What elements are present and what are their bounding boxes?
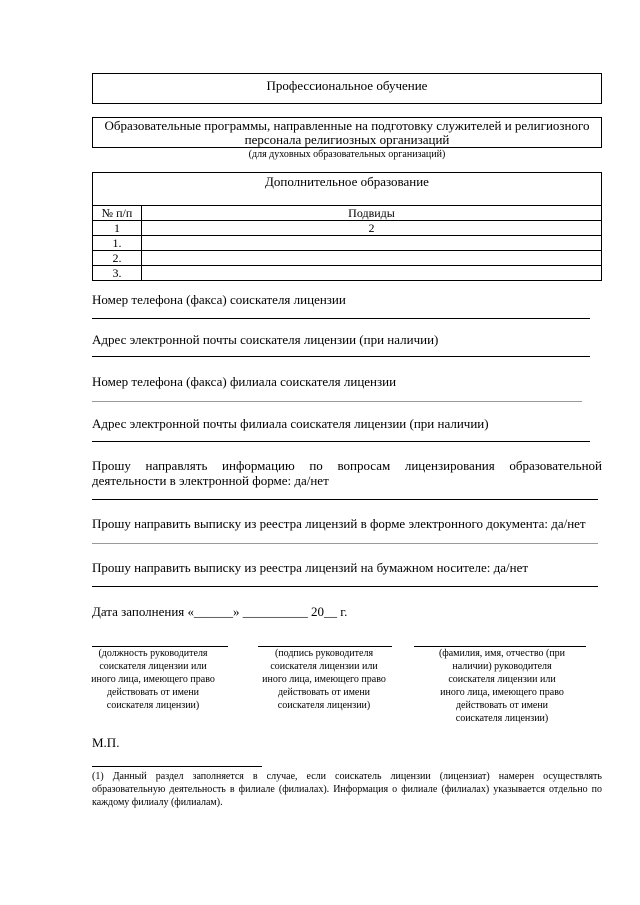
table-index-row	[93, 221, 602, 236]
table-header-row	[93, 206, 602, 221]
stamp-label: М.П.	[92, 735, 120, 750]
row-number: 2.	[93, 251, 142, 266]
phone-applicant-line[interactable]	[92, 318, 590, 319]
phone-applicant-label: Номер телефона (факса) соискателя лицензии	[92, 292, 346, 307]
professional-training-box	[92, 73, 602, 104]
request-electronic-info: Прошу направлять информацию по вопросам лицензирования образовательной деятельности в электронной форме: да/нет	[92, 458, 602, 488]
footnote-divider	[92, 766, 262, 767]
additional-education-table	[92, 172, 602, 281]
request-electronic-info-line[interactable]	[92, 499, 598, 500]
request-extract-electronic: Прошу направить выписку из реестра лицензий в форме электронного документа: да/нет	[92, 516, 586, 531]
email-branch-label: Адрес электронной почты филиала соискателя лицензии (при наличии)	[92, 416, 489, 431]
email-branch-line[interactable]	[92, 441, 590, 442]
email-applicant-label: Адрес электронной почты соискателя лицензии (при наличии)	[92, 332, 439, 347]
table-title: Дополнительное образование	[93, 173, 602, 206]
religious-programs-box	[92, 117, 602, 148]
footnote: (1) Данный раздел заполняется в случае, если соискатель лицензии (лицензиат) намерен осуществлять образовательную деятельность в филиале (филиалах). Информация о филиале (филиалах) указывается отдельно по каждому филиалу (филиалам).	[92, 771, 602, 808]
phone-branch-label: Номер телефона (факса) филиала соискателя лицензии	[92, 374, 397, 389]
table-row	[93, 251, 602, 266]
request-extract-paper-line[interactable]	[92, 586, 598, 587]
signature-caption: (подпись руководителя соискателя лицензии или иного лица, имеющего право действовать от имени соискателя лицензии)	[262, 648, 386, 711]
row-number: 3.	[93, 266, 142, 281]
email-applicant-line[interactable]	[92, 356, 590, 357]
religious-programs-label: Образовательные программы, направленные на подготовку служителей и религиозного персонала религиозных организаций	[104, 118, 590, 147]
name-caption: (фамилия, имя, отчество (при наличии) руководителя соискателя лицензии или иного лица, имеющего право действовать от имени соискателя лицензии)	[438, 648, 566, 724]
table-row	[93, 236, 602, 251]
row-subtype-cell[interactable]	[142, 236, 602, 251]
request-extract-electronic-line[interactable]	[92, 543, 598, 544]
index-cell-2: 2	[142, 221, 602, 236]
date-filled: Дата заполнения «______» __________ 20__ г.	[92, 604, 348, 619]
row-subtype-cell[interactable]	[142, 266, 602, 281]
col-number-header: № п/п	[93, 206, 142, 221]
religious-programs-note: (для духовных образовательных организаций)	[248, 149, 446, 160]
index-cell-1: 1	[93, 221, 142, 236]
table-row	[93, 266, 602, 281]
col-subtypes-header: Подвиды	[142, 206, 602, 221]
position-caption: (должность руководителя соискателя лицензии или иного лица, имеющего право действовать от имени соискателя лицензии)	[91, 648, 215, 711]
professional-training-label: Профессиональное обучение	[266, 78, 428, 93]
row-subtype-cell[interactable]	[142, 251, 602, 266]
row-number: 1.	[93, 236, 142, 251]
request-extract-paper: Прошу направить выписку из реестра лицензий на бумажном носителе: да/нет	[92, 560, 529, 575]
phone-branch-line[interactable]	[92, 401, 582, 402]
